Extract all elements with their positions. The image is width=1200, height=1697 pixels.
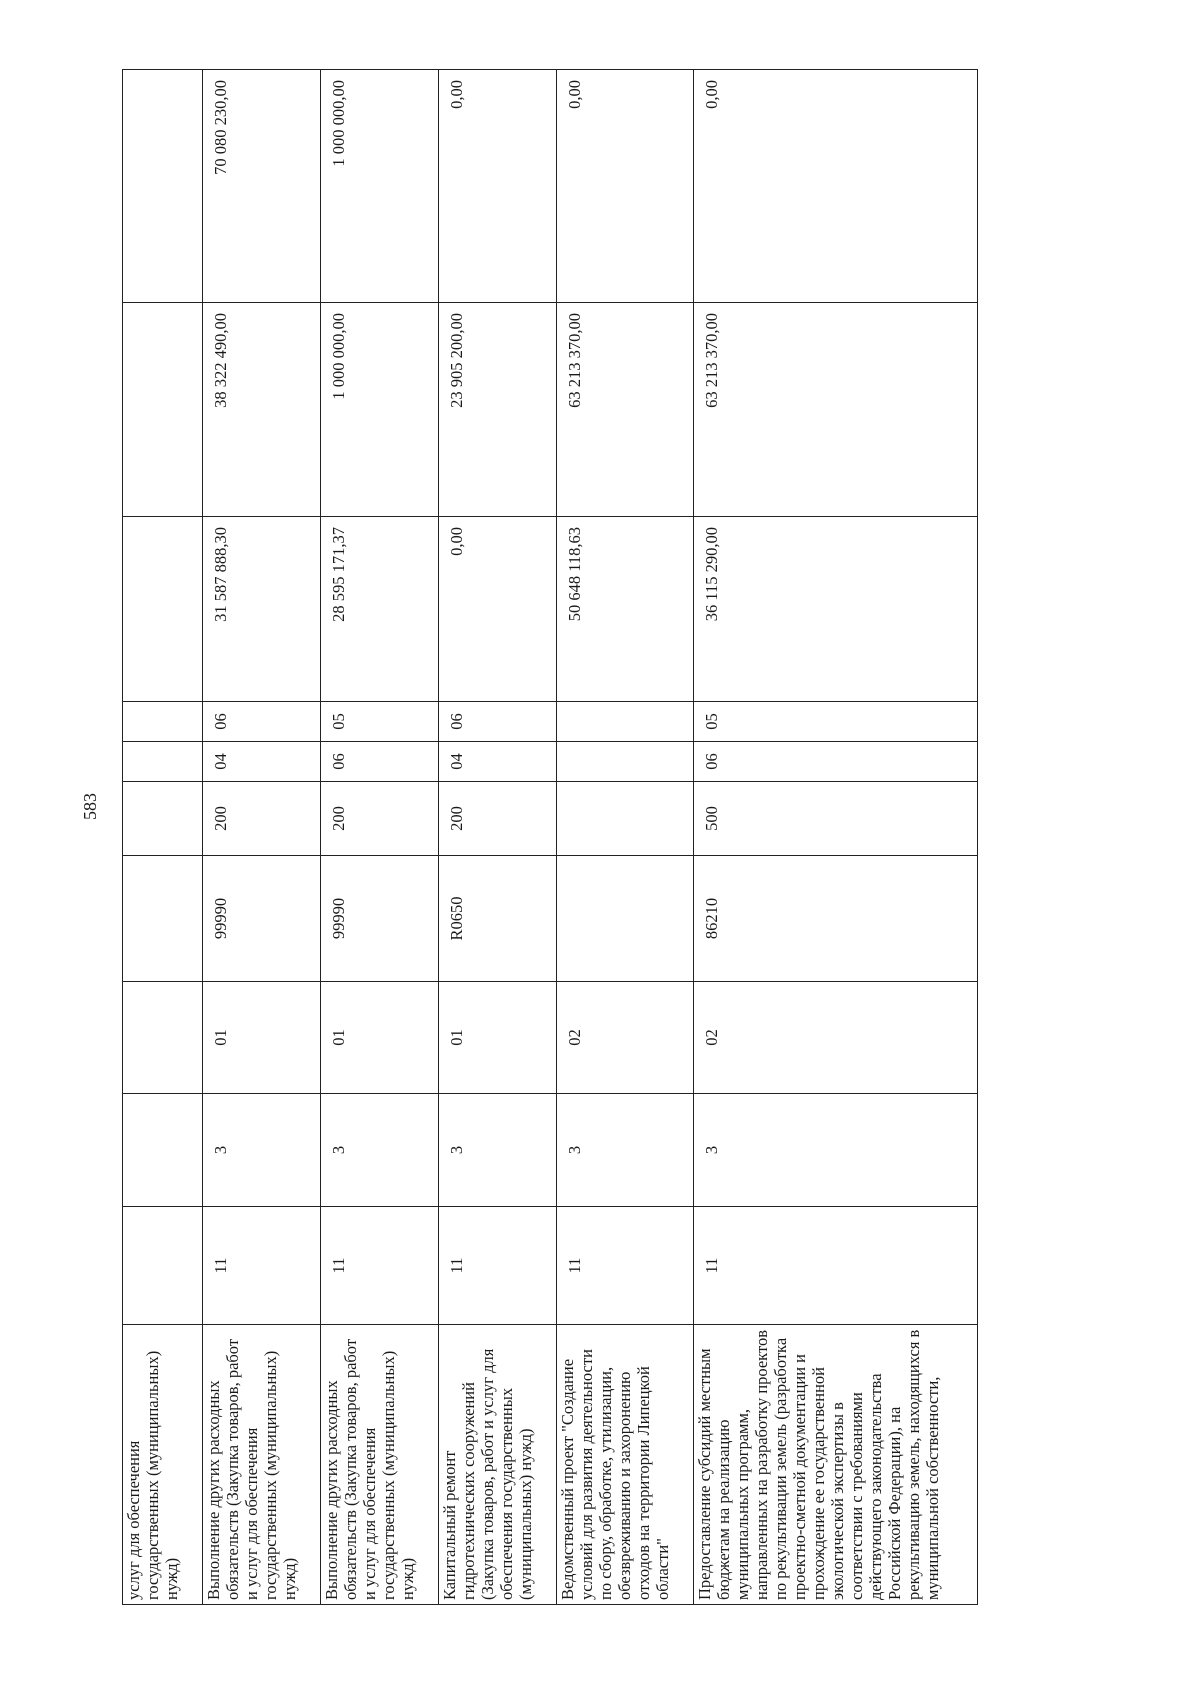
cell-section: 04 [203, 742, 321, 782]
cell-program: 11 [694, 1207, 978, 1325]
cell-amount-3: 70 080 230,00 [203, 70, 321, 303]
cell-direction: R0650 [439, 856, 557, 982]
cell-amount-1: 28 595 171,37 [321, 517, 439, 702]
cell-expense-type: 200 [439, 782, 557, 856]
page-number: 583 [80, 793, 100, 820]
cell-subsection [123, 702, 203, 742]
cell-project: 01 [203, 982, 321, 1094]
table-row [439, 70, 557, 1605]
row-name: Ведомственный проект "Создание условий для развития деятельности по сбору, обработке, утилизации, обезвреживанию и захоронению отходов на территории Липецкой области" [557, 1325, 694, 1605]
cell-expense-type [557, 782, 694, 856]
cell-project: 01 [439, 982, 557, 1094]
cell-subprogram: 3 [694, 1094, 978, 1207]
cell-section: 04 [439, 742, 557, 782]
cell-subprogram: 3 [439, 1094, 557, 1207]
cell-program [123, 1207, 203, 1325]
cell-amount-2: 1 000 000,00 [321, 303, 439, 517]
cell-subsection: 05 [321, 702, 439, 742]
cell-amount-1 [123, 517, 203, 702]
cell-amount-1: 50 648 118,63 [557, 517, 694, 702]
table-row [203, 70, 321, 1605]
cell-amount-2: 23 905 200,00 [439, 303, 557, 517]
cell-project: 02 [694, 982, 978, 1094]
cell-section [557, 742, 694, 782]
cell-direction: 99990 [321, 856, 439, 982]
budget-table [122, 69, 978, 1605]
cell-expense-type: 500 [694, 782, 978, 856]
cell-amount-3 [123, 70, 203, 303]
cell-subsection: 05 [694, 702, 978, 742]
cell-subprogram [123, 1094, 203, 1207]
row-name: Выполнение других расходных обязательств (Закупка товаров, работ и услуг для обеспечения государственных (муниципальных) нужд) [321, 1325, 439, 1605]
cell-program: 11 [321, 1207, 439, 1325]
cell-program: 11 [439, 1207, 557, 1325]
table-row [557, 70, 694, 1605]
cell-amount-1: 36 115 290,00 [694, 517, 978, 702]
cell-direction: 86210 [694, 856, 978, 982]
cell-direction [123, 856, 203, 982]
cell-amount-2: 38 322 490,00 [203, 303, 321, 517]
cell-expense-type [123, 782, 203, 856]
cell-subprogram: 3 [203, 1094, 321, 1207]
row-name: Выполнение других расходных обязательств (Закупка товаров, работ и услуг для обеспечения государственных (муниципальных) нужд) [203, 1325, 321, 1605]
row-name: услуг для обеспечения государственных (муниципальных) нужд) [123, 1325, 203, 1605]
cell-section: 06 [694, 742, 978, 782]
cell-amount-3: 0,00 [694, 70, 978, 303]
cell-subsection [557, 702, 694, 742]
cell-subsection: 06 [439, 702, 557, 742]
cell-amount-3: 0,00 [439, 70, 557, 303]
cell-amount-1: 0,00 [439, 517, 557, 702]
cell-project [123, 982, 203, 1094]
table-row [694, 70, 978, 1605]
cell-section [123, 742, 203, 782]
cell-amount-2: 63 213 370,00 [557, 303, 694, 517]
row-name: Предоставление субсидий местным бюджетам на реализацию муниципальных программ, направленных на разработку проектов по рекультивации земель (разработка проектно-сметной документации и прохождение ее государственной экологической экспертизы в соответствии с требованиями действующего законодательства Российской Федерации), на рекультивацию земель, находящихся в муниципальной собственности, [694, 1325, 978, 1605]
cell-program: 11 [557, 1207, 694, 1325]
row-name: Капитальный ремонт гидротехнических сооружений (Закупка товаров, работ и услуг для обеспечения государственных (муниципальных) нужд) [439, 1325, 557, 1605]
cell-amount-2 [123, 303, 203, 517]
cell-program: 11 [203, 1207, 321, 1325]
cell-subsection: 06 [203, 702, 321, 742]
cell-direction [557, 856, 694, 982]
cell-expense-type: 200 [203, 782, 321, 856]
cell-amount-3: 1 000 000,00 [321, 70, 439, 303]
cell-direction: 99990 [203, 856, 321, 982]
cell-expense-type: 200 [321, 782, 439, 856]
cell-section: 06 [321, 742, 439, 782]
cell-amount-2: 63 213 370,00 [694, 303, 978, 517]
cell-project: 01 [321, 982, 439, 1094]
cell-subprogram: 3 [321, 1094, 439, 1207]
rotated-budget-table [122, 69, 978, 1605]
table-row [123, 70, 203, 1605]
cell-subprogram: 3 [557, 1094, 694, 1207]
cell-amount-1: 31 587 888,30 [203, 517, 321, 702]
cell-amount-3: 0,00 [557, 70, 694, 303]
table-row [321, 70, 439, 1605]
cell-project: 02 [557, 982, 694, 1094]
